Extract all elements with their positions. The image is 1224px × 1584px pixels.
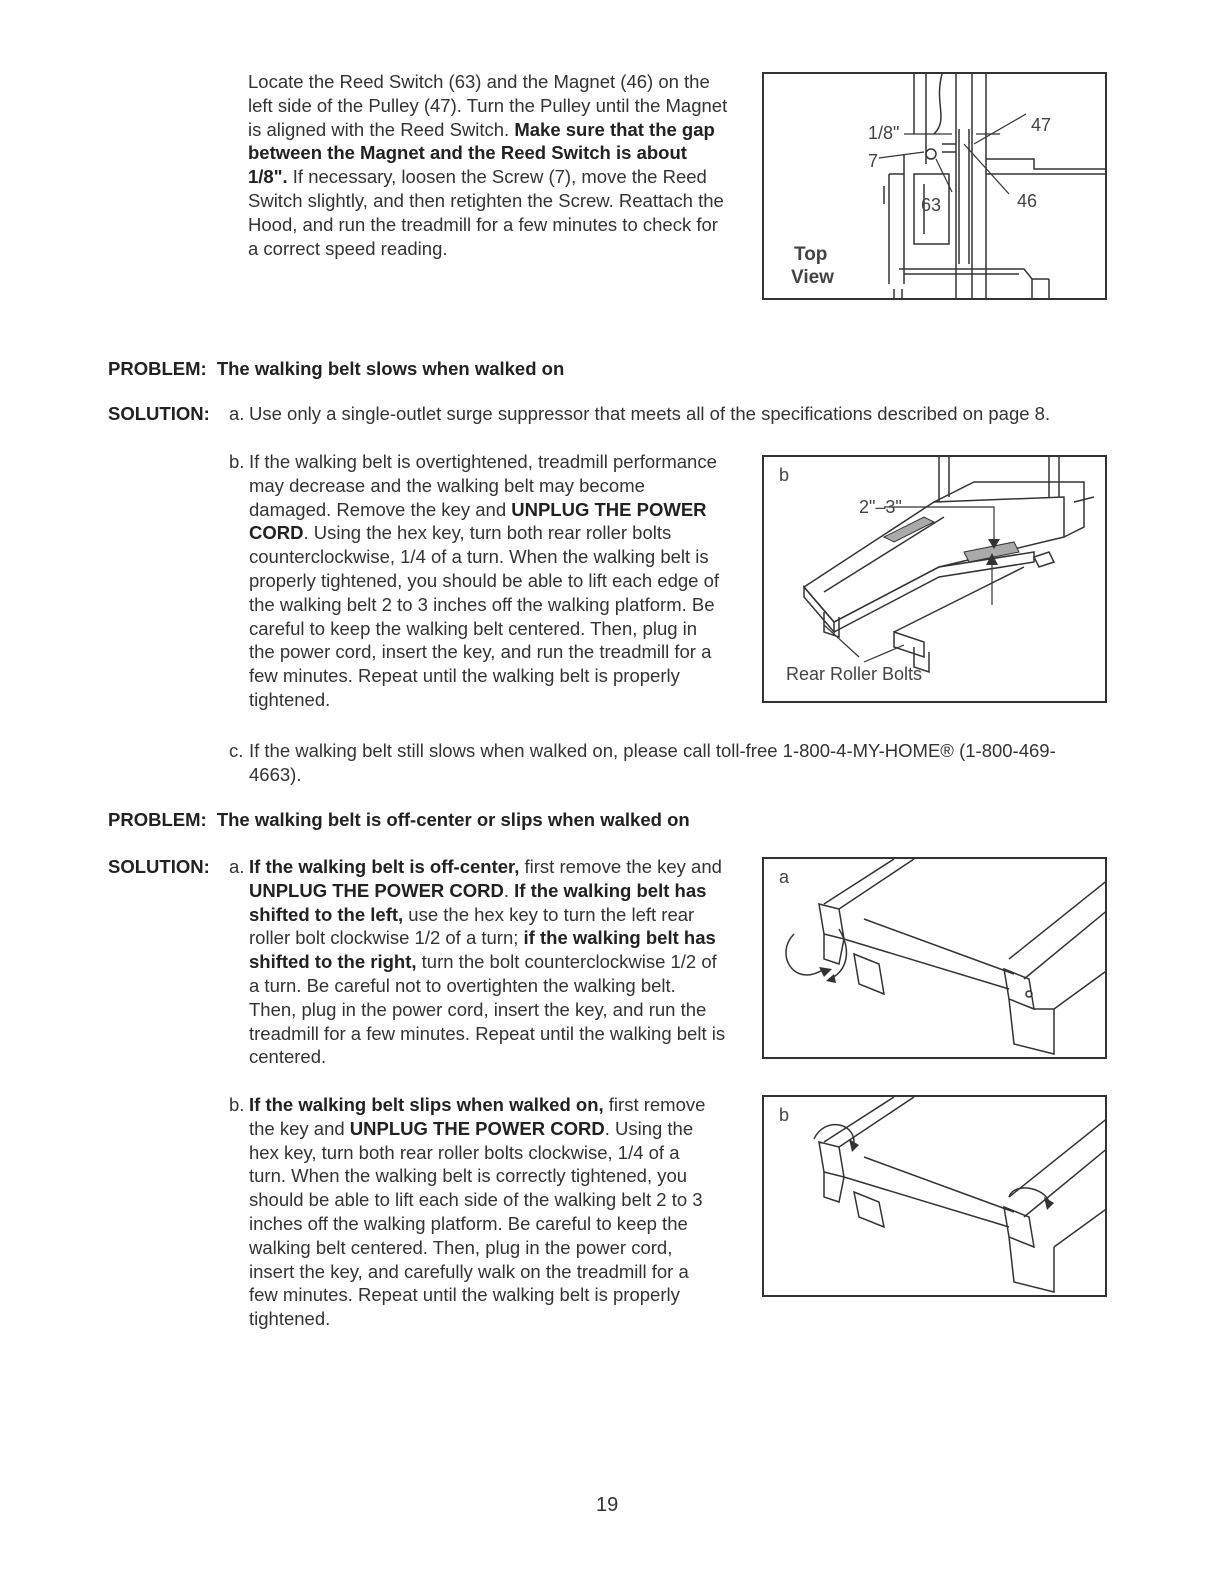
belt-slip-drawing <box>764 1097 1107 1297</box>
figure-letter-a: a <box>779 867 790 887</box>
belt-tension-figure <box>762 455 1107 703</box>
problem-2-heading: PROBLEM: The walking belt is off-center or slips when walked on <box>108 809 690 830</box>
solution-2-step-b: b. If the walking belt slips when walked on, first remove the key and UNPLUG THE POWER CORD. Using the hex key, turn both rear roller bolts clockwise, 1/4 of a turn. When the walking belt is correctly tightened, you should be able to lift each side of the walking belt 2 to 3 inches off the walking platform. Be careful to keep the walking belt centered. Then, plug in the power cord, insert the key, and carefully walk on the treadmill for a few minutes. Repeat until the walking belt is properly tightened. <box>229 1094 706 1330</box>
gap-label: 1/8" <box>868 123 900 143</box>
rear-roller-bolts-caption: Rear Roller Bolts <box>786 664 923 684</box>
off-center-drawing <box>764 859 1107 1059</box>
problem-1-heading: PROBLEM: The walking belt slows when walked on <box>108 358 565 379</box>
figure-letter-b2: b <box>779 1105 790 1125</box>
reed-switch-63-label: 63 <box>921 195 942 215</box>
magnet-46-label: 46 <box>1017 191 1038 211</box>
page-number: 19 <box>596 1494 619 1516</box>
belt-slip-adjustment-figure <box>762 1095 1107 1297</box>
solution-1-label: SOLUTION: <box>108 403 210 424</box>
solution-2-step-a: a. If the walking belt is off-center, first remove the key and UNPLUG THE POWER CORD. If the walking belt has shifted to the left, use the hex key to turn the left rear roller bolt clockwise 1/2 of a turn; if the walking belt has shifted to the right, turn the bolt counterclockwise 1/2 of a turn. Be careful not to overtighten the walking belt. Then, plug in the power cord, insert the key, and run the treadmill for a few minutes. Repeat until the walking belt is centered. <box>229 856 726 1068</box>
measure-label: 2"–3" <box>859 497 902 517</box>
intro-paragraph: Locate the Reed Switch (63) and the Magnet (46) on the left side of the Pulley (47). Turn the Pulley until the Magnet is aligned with the Reed Switch. Make sure that the gap between the Magnet and the Reed Switch is about 1/8". If necessary, loosen the Screw (7), move the Reed Switch slightly, and then retighten the Screw. Reattach the Hood, and run the treadmill for a few minutes to check for a correct speed reading. <box>248 71 728 259</box>
view-label: View <box>791 267 834 288</box>
top-label: Top <box>794 244 828 265</box>
screw-7-label: 7 <box>868 151 879 171</box>
solution-2-label: SOLUTION: <box>108 856 210 877</box>
solution-1-step-c: c. If the walking belt still slows when walked on, please call toll-free 1-800-4-MY-HOME® (1-800-469-4663). <box>229 740 1056 785</box>
figure-letter-b: b <box>779 465 790 485</box>
off-center-adjustment-figure <box>762 857 1107 1059</box>
reed-switch-top-view-figure <box>762 72 1107 300</box>
pulley-47-label: 47 <box>1031 115 1052 135</box>
solution-1-step-b: b. If the walking belt is overtightened, treadmill performance may decrease and the walking belt may become damaged. Remove the key and UNPLUG THE POWER CORD. Using the hex key, turn both rear roller bolts counterclockwise, 1/4 of a turn. When the walking belt is properly tightened, you should be able to lift each edge of the walking belt 2 to 3 inches off the walking platform. Be careful to keep the walking belt centered. Then, plug in the power cord, insert the key, and run the treadmill for a few minutes. Repeat until the walking belt is properly tightened. <box>229 451 720 710</box>
solution-1-step-a: a. Use only a single-outlet surge suppressor that meets all of the specifications described on page 8. <box>229 403 1051 424</box>
